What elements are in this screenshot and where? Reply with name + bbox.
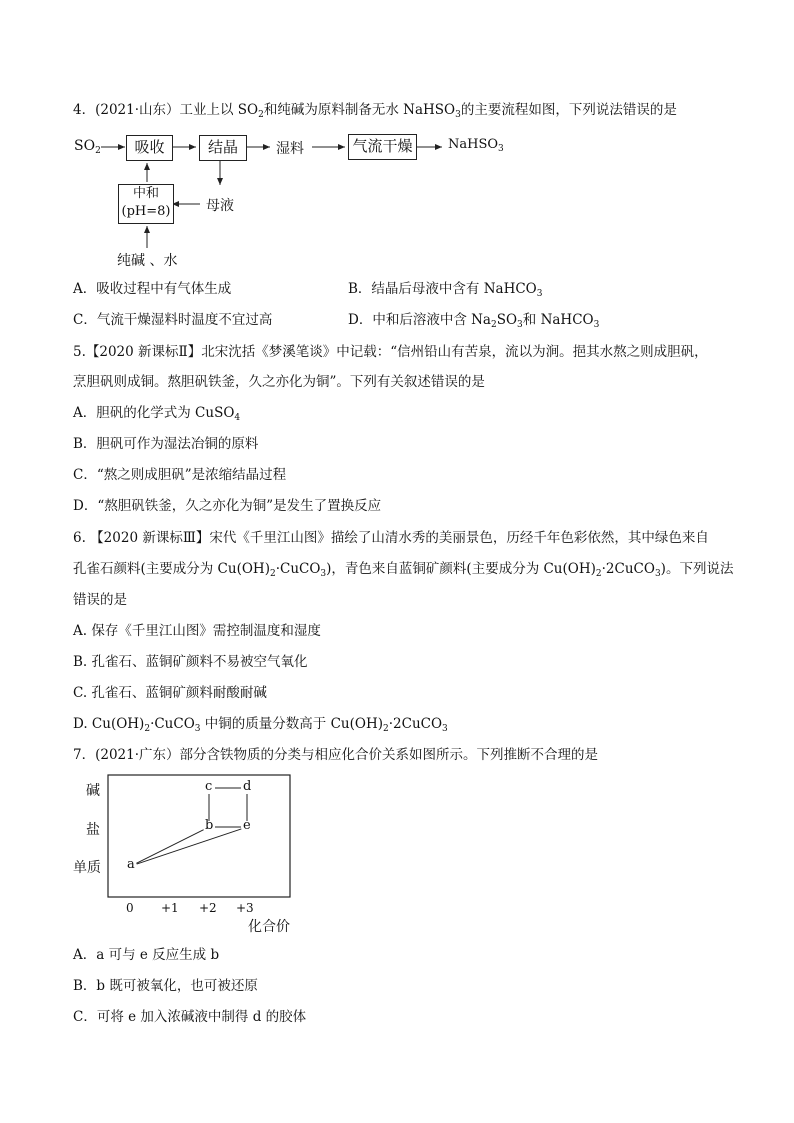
point-b: b — [205, 818, 214, 833]
y-label-element: 单质 — [73, 860, 101, 876]
flow-mother-liquor: 母液 — [206, 198, 234, 214]
x-tick-0: 0 — [126, 901, 134, 915]
flow-crystal-box: 结晶 — [199, 135, 247, 161]
q4-option-c: C．气流干燥湿料时温度不宜过高 — [73, 312, 273, 328]
q7-chart-frame — [108, 775, 290, 897]
q4-option-d: D．中和后溶液中含 $Na_2SO_3$和 NaHCO$_3$ — [348, 312, 600, 330]
q4-stem: 4．(2021·山东）工业上以 $SO_2$和纯碱为原料制备无水 NaHSO$_3$的主要流程如图，下列说法错误的是 — [73, 102, 677, 120]
q5-option-b: B．胆矾可作为湿法冶铜的原料 — [73, 436, 259, 452]
q5-stem-line1: 5.【2020 新课标Ⅱ】北宋沈括《梦溪笔谈》中记载：“信州铅山有苦泉，流以为涧。挹其水熬之则成胆矾， — [73, 344, 708, 360]
q7-option-a: A．a 可与 e 反应生成 b — [73, 947, 220, 963]
point-c: c — [205, 779, 213, 794]
q5-stem-line2: 烹胆矾则成铜。熬胆矾铁釜，久之亦化为铜”。下列有关叙述错误的是 — [73, 374, 485, 390]
flow-so2: $SO_2$ — [74, 138, 101, 156]
point-a: a — [127, 857, 135, 872]
q6-stem-line1: 6. 【2020 新课标Ⅲ】宋代《千里江山图》描绘了山清水秀的美丽景色，历经千年色彩依然，其中绿色来自 — [73, 530, 709, 546]
x-axis-title: 化合价 — [248, 919, 290, 935]
q4-option-b: B．结晶后母液中含有 NaHCO$_3$ — [348, 281, 543, 299]
flow-input: 纯碱 、水 — [117, 253, 178, 269]
q5-option-c: C．“熬之则成胆矾”是浓缩结晶过程 — [73, 467, 287, 483]
edge-a-e — [137, 829, 242, 864]
q6-option-c: C. 孔雀石、蓝铜矿颜料耐酸耐碱 — [73, 685, 267, 701]
point-d: d — [243, 779, 252, 794]
x-tick-2: +2 — [199, 901, 217, 915]
x-tick-3: +3 — [236, 901, 254, 915]
q5-option-d: D．“熬胆矾铁釜，久之亦化为铜”是发生了置换反应 — [73, 498, 382, 514]
q4-option-a: A．吸收过程中有气体生成 — [73, 281, 232, 297]
q6-option-d: D. $Cu(OH)_2\cdot CuCO_3$ 中铜的质量分数高于 $Cu(OH)_2\cdot 2CuCO_3$ — [73, 716, 448, 734]
flow-product: NaHSO$_3$ — [448, 137, 504, 154]
q6-option-a: A. 保存《千里江山图》需控制温度和湿度 — [73, 623, 321, 639]
q7-stem: 7．(2021·广东）部分含铁物质的分类与相应化合价关系如图所示。下列推断不合理的是 — [73, 747, 599, 763]
flow-absorb-box: 吸收 — [126, 135, 173, 161]
flow-dry-box: 气流干燥 — [348, 134, 417, 160]
y-label-salt: 盐 — [86, 822, 100, 838]
q7-option-c: C．可将 e 加入浓碱液中制得 d 的胶体 — [73, 1009, 307, 1025]
x-tick-1: +1 — [161, 901, 179, 915]
flow-wet-label: 湿料 — [276, 141, 304, 157]
y-label-base: 碱 — [86, 783, 100, 799]
q5-option-a: A．胆矾的化学式为 CuSO$_4$ — [73, 405, 241, 423]
edge-a-b — [136, 830, 203, 864]
q6-stem-line3: 错误的是 — [73, 592, 127, 608]
flow-neutralize-box: 中和 (pH=8) — [118, 184, 174, 224]
q6-option-b: B. 孔雀石、蓝铜矿颜料不易被空气氧化 — [73, 654, 308, 670]
point-e: e — [243, 818, 251, 833]
q6-stem-line2: 孔雀石颜料(主要成分为 $Cu(OH)_2\cdot CuCO_3$)，青色来自蓝铜矿颜料(主要成分为 $Cu(OH)_2\cdot 2CuCO_3$)。下列说法 — [73, 561, 734, 579]
q7-option-b: B．b 既可被氧化，也可被还原 — [73, 978, 258, 994]
